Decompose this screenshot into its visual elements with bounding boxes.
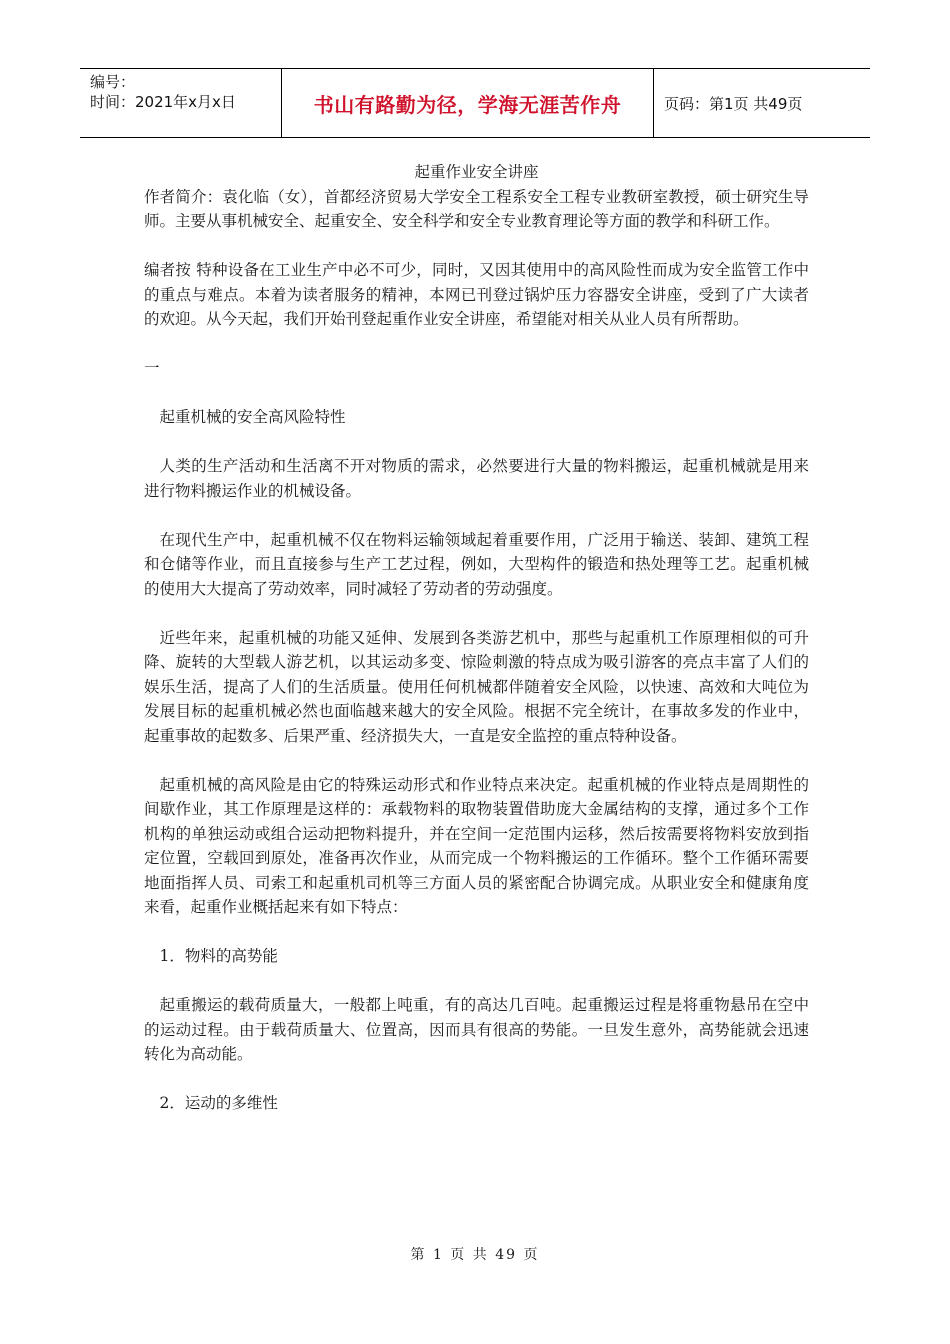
document-title: 起重作业安全讲座	[414, 163, 539, 181]
item-title: 2．运动的多维性	[159, 1094, 278, 1112]
editor-note: 编者按 特种设备在工业生产中必不可少，同时，又因其使用中的高风险性而成为安全监管工作中的重点与难点。本着为读者服务的精神，本网已刊登过锅炉压力容器安全讲座，受到了广大读者的欢迎。从今天起，我们开始刊登起重作业安全讲座，希望能对相关从业人员有所帮助。	[144, 261, 809, 328]
paragraph: 在现代生产中，起重机械不仅在物料运输领域起着重要作用，广泛用于输送、装卸、建筑工程和仓储等作业，而且直接参与生产工艺过程，例如，大型构件的锻造和热处理等工艺。起重机械的使用大大提高了劳动效率，同时减轻了劳动者的劳动强度。	[144, 530, 809, 598]
item-title: 1．物料的高势能	[159, 947, 278, 965]
author-intro: 作者简介：袁化临（女），首都经济贸易大学安全工程系安全工程专业教研室教授，硕士研究生导师。主要从事机械安全、起重安全、安全科学和安全专业教育理论等方面的教学和科研工作。	[144, 187, 809, 230]
time-label: 时间：2021年x月x日	[90, 93, 236, 111]
paragraph: 近些年来，起重机械的功能又延伸、发展到各类游艺机中，那些与起重机工作原理相似的可升降、旋转的大型载人游艺机，以其运动多变、惊险刺激的特点成为吸引游客的亮点丰富了人们的娱乐生活，提高了人们的生活质量。使用任何机械都伴随着安全风险，以快速、高效和大吨位为发展目标的起重机械必然也面临越来越大的安全风险。根据不完全统计，在事故多发的作业中，起重事故的起数多、后果严重、经济损失大，一直是安全监控的重点特种设备。	[144, 628, 809, 745]
paragraph: 起重搬运的载荷质量大，一般都上吨重，有的高达几百吨。起重搬运过程是将重物悬吊在空中的运动过程。由于载荷质量大、位置高，因而具有很高的势能。一旦发生意外，高势能就会迅速转化为高动能。	[144, 996, 809, 1063]
number-label: 编号：	[90, 73, 136, 91]
header-meta-cell	[80, 69, 282, 137]
page-info: 页码：第1页 共49页	[664, 94, 803, 113]
section-number: 一	[144, 359, 160, 377]
paragraph: 人类的生产活动和生活离不开对物质的需求，必然要进行大量的物料搬运，起重机械就是用来进行物料搬运作业的机械设备。	[144, 457, 809, 500]
motto: 书山有路勤为径，学海无涯苦作舟	[282, 69, 654, 137]
document-body	[144, 160, 809, 1116]
page-footer: 第 1 页 共 49 页	[410, 1247, 540, 1263]
paragraph: 起重机械的高风险是由它的特殊运动形式和作业特点来决定。起重机械的作业特点是周期性的间歇作业，其工作原理是这样的：承载物料的取物装置借助庞大金属结构的支撑，通过多个工作机构的单独运动或组合运动把物料提升，并在空间一定范围内运移，然后按需要将物料安放到指定位置，空载回到原处，准备再次作业，从而完成一个物料搬运的工作循环。整个工作循环需要地面指挥人员、司索工和起重机司机等三方面人员的紧密配合协调完成。从职业安全和健康角度来看，起重作业概括起来有如下特点：	[144, 775, 809, 916]
section-title: 起重机械的安全高风险特性	[159, 408, 346, 426]
header-table	[80, 68, 870, 138]
